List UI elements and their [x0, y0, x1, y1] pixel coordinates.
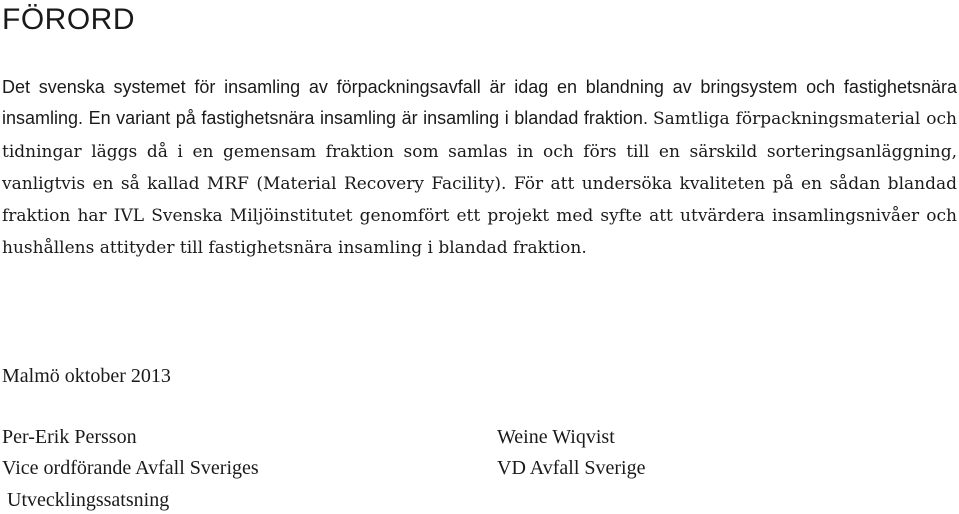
signatory-1-name: Per-Erik Persson	[2, 426, 137, 448]
signatory-1-title: Vice ordförande Avfall Sveriges	[2, 457, 259, 479]
paragraph-part-2: Samtliga förpackningsmaterial och tidningar läggs då i en gemensam fraktion som samlas in och förs till en särskild sorteringsanläggning, vanligtvis en så kallad MRF (Material Recovery Facility). För att undersöka kvaliteten på en sådan blandad fraktion har IVL Svenska Miljöinstitutet genomfört ett projekt med syfte att utvärdera insamlingsnivåer och hushållens attityder till fastighetsnära insamling i blandad fraktion.	[2, 109, 957, 259]
paragraph-part-1: Det svenska systemet för insamling av förpackningsavfall är idag en blandning av bringsystem och fastighetsnära insamling. En variant på fastighetsnära insamling är insamling i blandad fraktion.	[2, 77, 957, 129]
signatory-2-title: VD Avfall Sverige	[497, 457, 646, 479]
signatory-1-title-line-2: Utvecklingssatsning	[7, 489, 170, 511]
page-title: FÖRORD	[2, 3, 135, 36]
place-date: Malmö oktober 2013	[2, 365, 171, 387]
foreword-paragraph	[2, 72, 957, 265]
signatory-2-name: Weine Wiqvist	[497, 426, 615, 448]
